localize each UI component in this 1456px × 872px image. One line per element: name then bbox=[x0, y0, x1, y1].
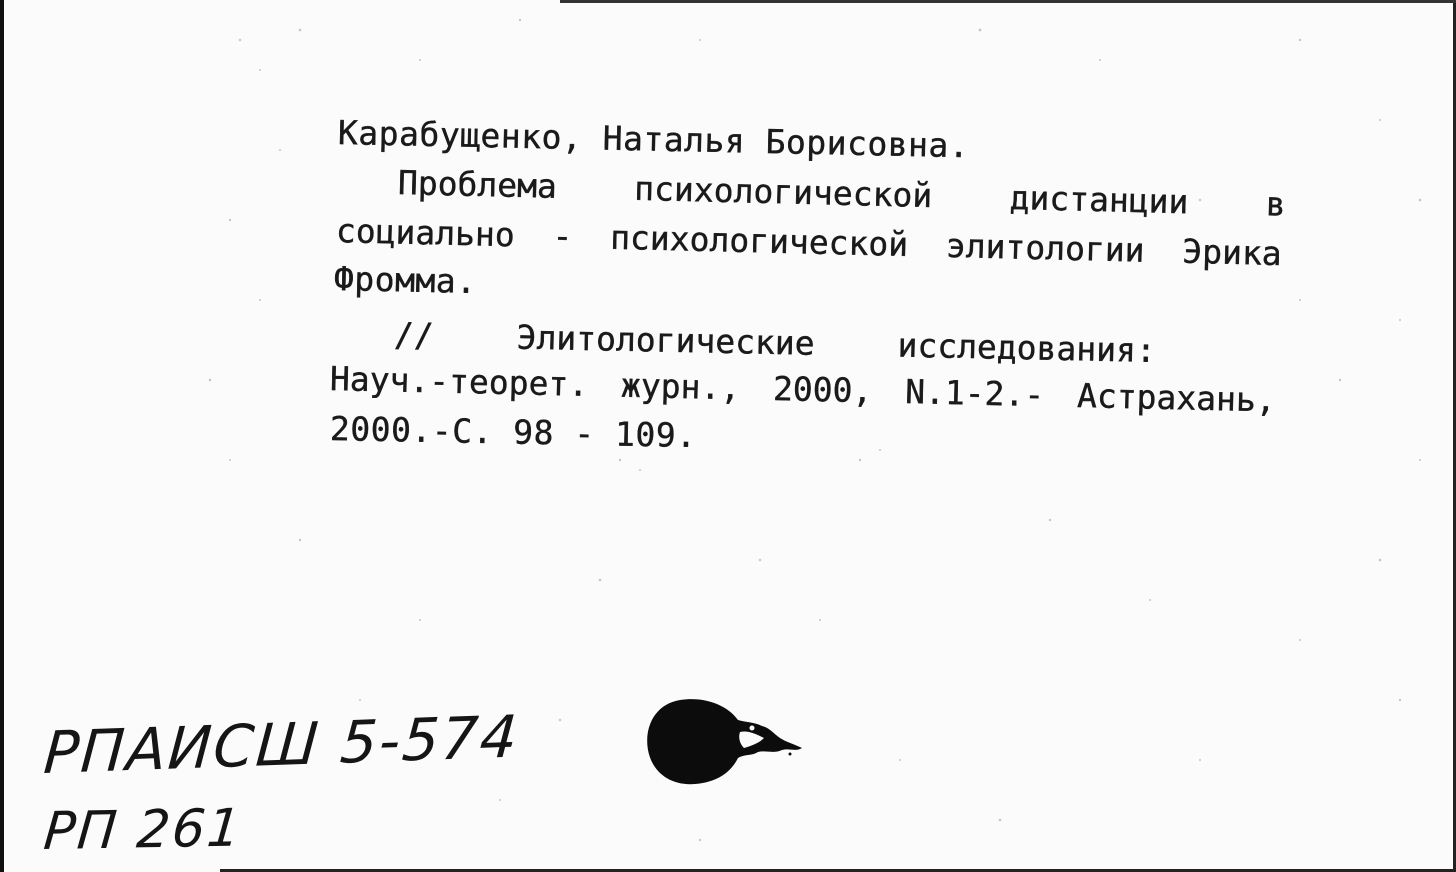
word: социально bbox=[335, 211, 516, 255]
word: в bbox=[1265, 184, 1287, 224]
word: элитологии bbox=[945, 225, 1146, 270]
word: Науч.-теорет. bbox=[329, 359, 589, 404]
word: дистанции bbox=[1009, 177, 1189, 222]
word: 2000, bbox=[772, 369, 873, 411]
word: Элитологические bbox=[516, 317, 816, 363]
word: журн., bbox=[620, 365, 741, 408]
ink-blot bbox=[640, 692, 810, 792]
shelfmark-primary: РПАИСШ 5-574 bbox=[41, 702, 522, 788]
word: N.1-2.- bbox=[904, 372, 1045, 415]
word: Проблема bbox=[397, 163, 558, 206]
shelfmark-secondary: РП 261 bbox=[41, 798, 245, 863]
word: психологической bbox=[609, 217, 909, 264]
card-edge-top bbox=[560, 0, 1456, 3]
word: - bbox=[552, 216, 573, 256]
card-edge-left bbox=[0, 0, 4, 872]
author-name: Карабущенко, Наталья Борисовна. bbox=[337, 113, 970, 166]
title-line-3: Фромма. bbox=[333, 259, 477, 301]
word: // bbox=[393, 315, 435, 355]
word: Эрика bbox=[1181, 231, 1283, 274]
word: исследования: bbox=[897, 325, 1157, 370]
source-line-3: 2000.-С. 98 - 109. bbox=[329, 409, 697, 456]
word: Астрахань, bbox=[1076, 375, 1277, 420]
word: психологической bbox=[633, 168, 933, 216]
